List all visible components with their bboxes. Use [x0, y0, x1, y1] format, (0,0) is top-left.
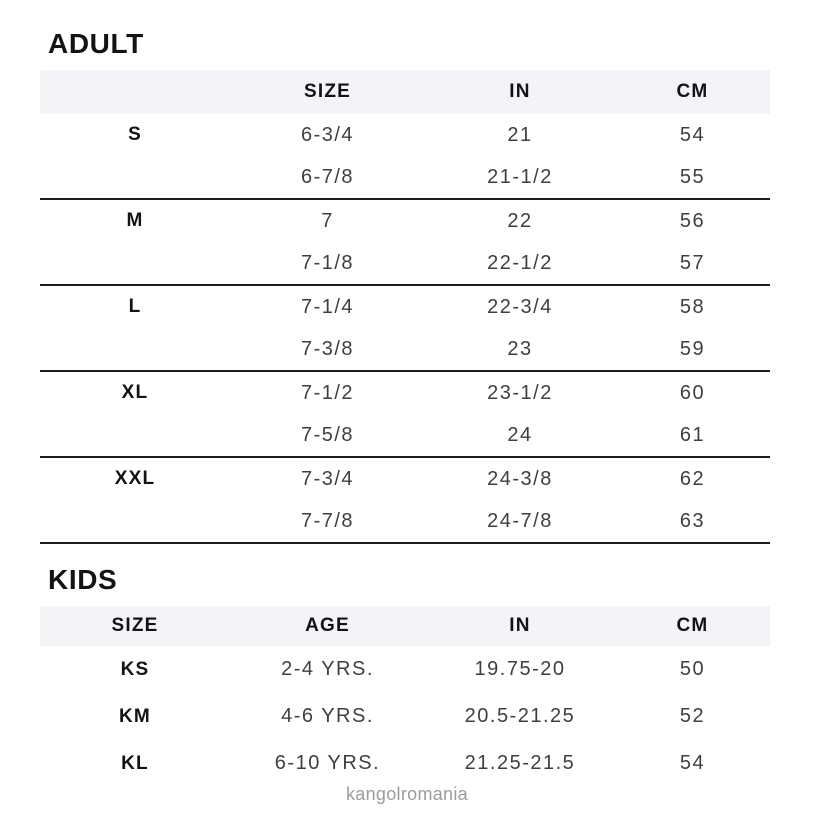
adult-cm-value: 62 — [679, 467, 706, 490]
adult-size-value: 7-3/8 — [300, 337, 355, 360]
kids-section-title: KIDS — [48, 564, 118, 595]
adult-size-label: S — [128, 124, 142, 145]
table-row — [40, 328, 770, 370]
adult-size-value: 7-1/4 — [300, 295, 355, 318]
kids-table-header — [40, 606, 770, 646]
adult-size-value: 7-5/8 — [300, 423, 355, 446]
adult-in-value: 23-1/2 — [487, 381, 553, 404]
adult-cm-value: 63 — [679, 509, 706, 532]
kids-age-value: 4-6 YRS. — [281, 705, 374, 727]
kids-header-size: SIZE — [111, 615, 159, 636]
adult-cm-value: 59 — [679, 337, 706, 360]
adult-in-value: 21 — [507, 123, 533, 146]
adult-header-in: IN — [509, 81, 531, 102]
adult-size-value: 7-1/2 — [300, 381, 355, 404]
adult-cm-value: 55 — [679, 165, 706, 188]
kids-cm-value: 54 — [679, 752, 706, 774]
adult-header-cm: CM — [676, 81, 709, 102]
adult-size-label: M — [126, 210, 144, 231]
kids-size-label: KM — [119, 705, 151, 727]
kids-in-value: 19.75-20 — [474, 658, 566, 680]
kids-size-label: KS — [120, 658, 150, 680]
adult-size-value: 7 — [321, 209, 334, 232]
kids-in-value: 21.25-21.5 — [464, 752, 576, 774]
adult-cm-value: 54 — [679, 123, 706, 146]
adult-size-group-l — [40, 286, 770, 372]
adult-size-value: 6-7/8 — [300, 165, 355, 188]
kids-size-table — [40, 606, 770, 787]
adult-size-value: 7-1/8 — [300, 251, 355, 274]
adult-in-value: 24-7/8 — [487, 509, 553, 532]
adult-cm-value: 58 — [679, 295, 706, 318]
adult-in-value: 22-3/4 — [487, 295, 553, 318]
adult-section-title: ADULT — [48, 28, 144, 59]
table-row — [40, 646, 770, 693]
size-chart-page — [40, 0, 770, 787]
table-row — [40, 740, 770, 787]
adult-size-group-xl — [40, 372, 770, 458]
table-row — [40, 372, 770, 414]
adult-cm-value: 61 — [679, 423, 706, 446]
adult-header-size: SIZE — [303, 81, 352, 102]
adult-table-header — [40, 70, 770, 114]
adult-size-table — [40, 70, 770, 544]
adult-in-value: 21-1/2 — [487, 165, 553, 188]
kids-in-value: 20.5-21.25 — [464, 705, 576, 727]
kids-age-value: 6-10 YRS. — [274, 752, 381, 774]
adult-size-label: XXL — [114, 468, 156, 489]
table-row — [40, 286, 770, 328]
table-row — [40, 458, 770, 500]
table-row — [40, 114, 770, 156]
adult-in-value: 24-3/8 — [487, 467, 553, 490]
adult-in-value: 23 — [507, 337, 533, 360]
kids-age-value: 2-4 YRS. — [281, 658, 374, 680]
adult-cm-value: 56 — [679, 209, 706, 232]
kids-cm-value: 50 — [679, 658, 706, 680]
adult-in-value: 24 — [507, 423, 533, 446]
adult-size-label: L — [128, 296, 142, 317]
adult-size-group-m — [40, 200, 770, 286]
adult-in-value: 22 — [507, 209, 533, 232]
kids-header-in: IN — [509, 615, 531, 636]
kids-cm-value: 52 — [679, 705, 706, 727]
kids-header-age: AGE — [305, 615, 350, 636]
adult-size-group-xxl — [40, 458, 770, 544]
table-row — [40, 200, 770, 242]
table-row — [40, 156, 770, 198]
adult-size-value: 7-3/4 — [300, 467, 355, 490]
table-row — [40, 500, 770, 542]
adult-size-label: XL — [121, 382, 149, 403]
kids-header-cm: CM — [676, 615, 709, 636]
adult-cm-value: 57 — [679, 251, 706, 274]
adult-size-group-s — [40, 114, 770, 200]
kids-size-label: KL — [121, 752, 149, 774]
adult-size-value: 6-3/4 — [300, 123, 355, 146]
adult-cm-value: 60 — [679, 381, 706, 404]
table-row — [40, 693, 770, 740]
table-row — [40, 414, 770, 456]
site-watermark: kangolromania — [346, 784, 468, 804]
table-row — [40, 242, 770, 284]
adult-size-value: 7-7/8 — [300, 509, 355, 532]
adult-in-value: 22-1/2 — [487, 251, 553, 274]
